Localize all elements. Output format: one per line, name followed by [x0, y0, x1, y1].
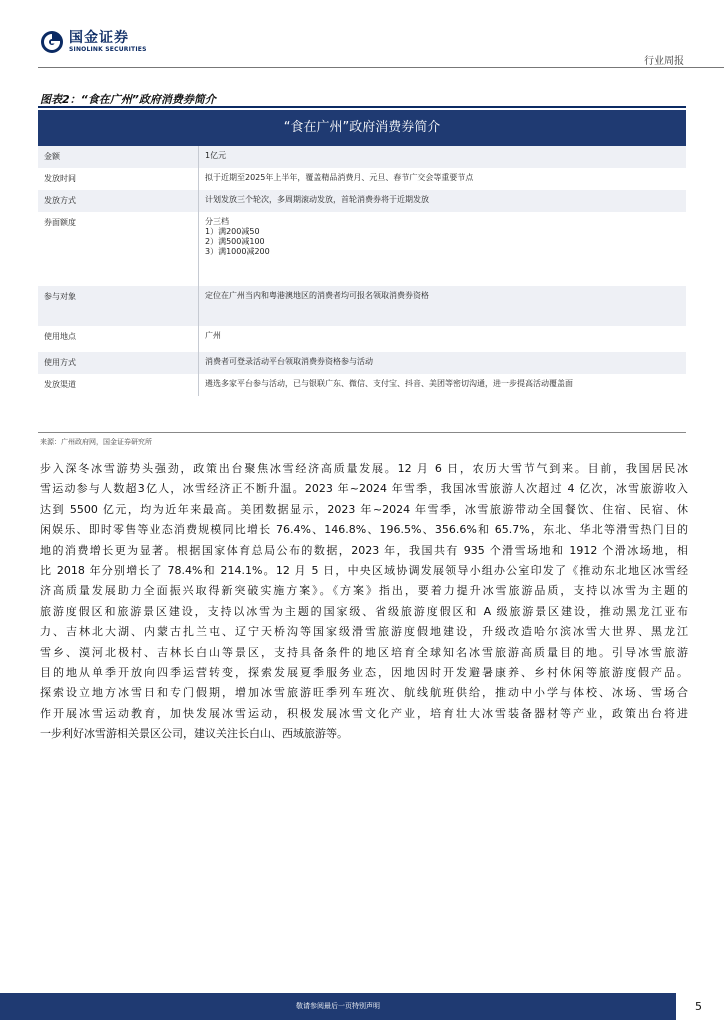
- paragraph-line: 比 2018 年分别增长了 78.4%和 214.1%。12 月 5 日，中央区域协调发展领导小组办公室印发了《推动东北地区冰雪经: [40, 564, 688, 578]
- company-logo: [40, 30, 147, 54]
- figure-source: 来源：广州政府网，国金证券研究所: [40, 438, 152, 446]
- paragraph-line: 目的地从单季开放向四季运营转变，探索发展夏季服务业态，因地因时开发避暑康养、乡村休闲等旅游度假产品。: [40, 666, 688, 680]
- row-value: 1亿元: [198, 146, 686, 168]
- paragraph-line: 步入深冬冰雪游势头强劲，政策出台聚焦冰雪经济高质量发展。12 月 6 日，农历大雪节气到来。目前，我国居民冰: [40, 462, 688, 475]
- page-header: [0, 0, 724, 72]
- logo-english-name: SINOLINK SECURITIES: [69, 45, 147, 53]
- table-row: [38, 326, 686, 352]
- logo-chinese-name: 国金证券: [69, 29, 129, 46]
- consumption-voucher-table: [38, 110, 686, 396]
- page-number: 5: [695, 1000, 702, 1013]
- table-row: [38, 190, 686, 212]
- table-row: [38, 146, 686, 168]
- table-row: [38, 286, 686, 326]
- row-value: 定位在广州当内和粤港澳地区的消费者均可报名领取消费券资格: [198, 286, 686, 326]
- row-key: 使用方式: [44, 358, 76, 367]
- table-row: [38, 212, 686, 286]
- row-value: 遴选多家平台参与活动，已与银联广东、微信、支付宝、抖音、美团等密切沟通，进一步提高活动覆盖面: [198, 374, 686, 396]
- row-key: 金额: [44, 152, 60, 161]
- row-key: 发放时间: [44, 174, 76, 183]
- paragraph-line: 力、吉林北大湖、内蒙古扎兰屯、辽宁天桥沟等国家级滑雪旅游度假地建设，升级改造哈尔滨冰雪大世界、黑龙江: [40, 625, 688, 639]
- paragraph-line: 达到 5500 亿元，均为近年来最高。美团数据显示，2023 年~2024 年雪季，冰雪旅游带动全国餐饮、住宿、民宿、休: [40, 502, 688, 516]
- sinolink-logo-icon: [40, 30, 64, 54]
- row-value: 拟于近期至2025年上半年，覆盖精品消费月、元旦、春节广交会等重要节点: [198, 168, 686, 190]
- paragraph-line: 闲娱乐、即时零售等业态消费规模同比增长 76.4%、146.8%、196.5%、356.6%和 65.7%，东北、华北等滑雪热门目的: [40, 523, 688, 537]
- table-row: [38, 168, 686, 190]
- paragraph-line: 作开展冰雪运动教育，加快发展冰雪运动，积极发展冰雪文化产业，培育壮大冰雪装备器材等产业，政策出台将进: [40, 706, 688, 720]
- source-divider: [38, 432, 686, 433]
- report-type-label: 行业周报: [644, 56, 684, 67]
- page-footer: [0, 993, 724, 1024]
- row-key: 发放方式: [44, 196, 76, 205]
- row-key: 使用地点: [44, 332, 76, 341]
- row-value: 计划发放三个轮次，多周期滚动发放，首轮消费券将于近期发放: [198, 190, 686, 212]
- table-row: [38, 374, 686, 396]
- disclaimer-bar: 敬请参阅最后一页特别声明: [0, 993, 676, 1020]
- table-title: “食在广州”政府消费券简介: [38, 110, 686, 146]
- paragraph-line: 雪乡、漠河北极村、吉林长白山等景区，支持具备条件的地区培育全球知名冰雪旅游高质量目的地。引导冰雪旅游: [40, 645, 688, 659]
- paragraph-line: 一步利好冰雪游相关景区公司，建议关注长白山、西域旅游等。: [40, 727, 348, 741]
- header-divider: [38, 67, 724, 68]
- paragraph-line: 济高质量发展助力全面振兴取得新突破实施方案》。《方案》指出，要着力提升冰雪旅游品质，支持以冰雪为主题的: [40, 584, 688, 598]
- row-key: 发放渠道: [44, 380, 76, 389]
- row-value: 分三档 1）满200减50 2）满500减100 3）满1000减200: [198, 212, 686, 286]
- row-key: 券面额度: [44, 218, 76, 227]
- figure-caption: 图表2：“食在广州”政府消费券简介: [40, 93, 216, 106]
- paragraph-line: 地的消费增长更为显著。根据国家体育总局公布的数据，2023 年，我国共有 935 个滑雪场地和 1912 个滑冰场地，相: [40, 543, 688, 557]
- row-value: 广州: [198, 326, 686, 352]
- paragraph-line: 旅游度假区和旅游景区建设，支持以冰雪为主题的国家级、省级旅游度假区和 A 级旅游景区建设，推动黑龙江亚布: [40, 604, 688, 618]
- figure-divider: [38, 106, 686, 108]
- body-paragraph: [40, 459, 688, 745]
- table-row: [38, 352, 686, 374]
- paragraph-line: 探索设立地方冰雪日和专门假期，增加冰雪旅游旺季列车班次、航线航班供给，推动中小学与体校、冰场、雪场合: [40, 686, 688, 700]
- row-value: 消费者可登录活动平台领取消费券资格参与活动: [198, 352, 686, 374]
- paragraph-line: 雪运动参与人数超3亿人，冰雪经济正不断升温。2023 年~2024 年雪季，我国冰雪旅游人次超过 4 亿次，冰雪旅游收入: [40, 482, 688, 496]
- row-key: 参与对象: [44, 292, 76, 301]
